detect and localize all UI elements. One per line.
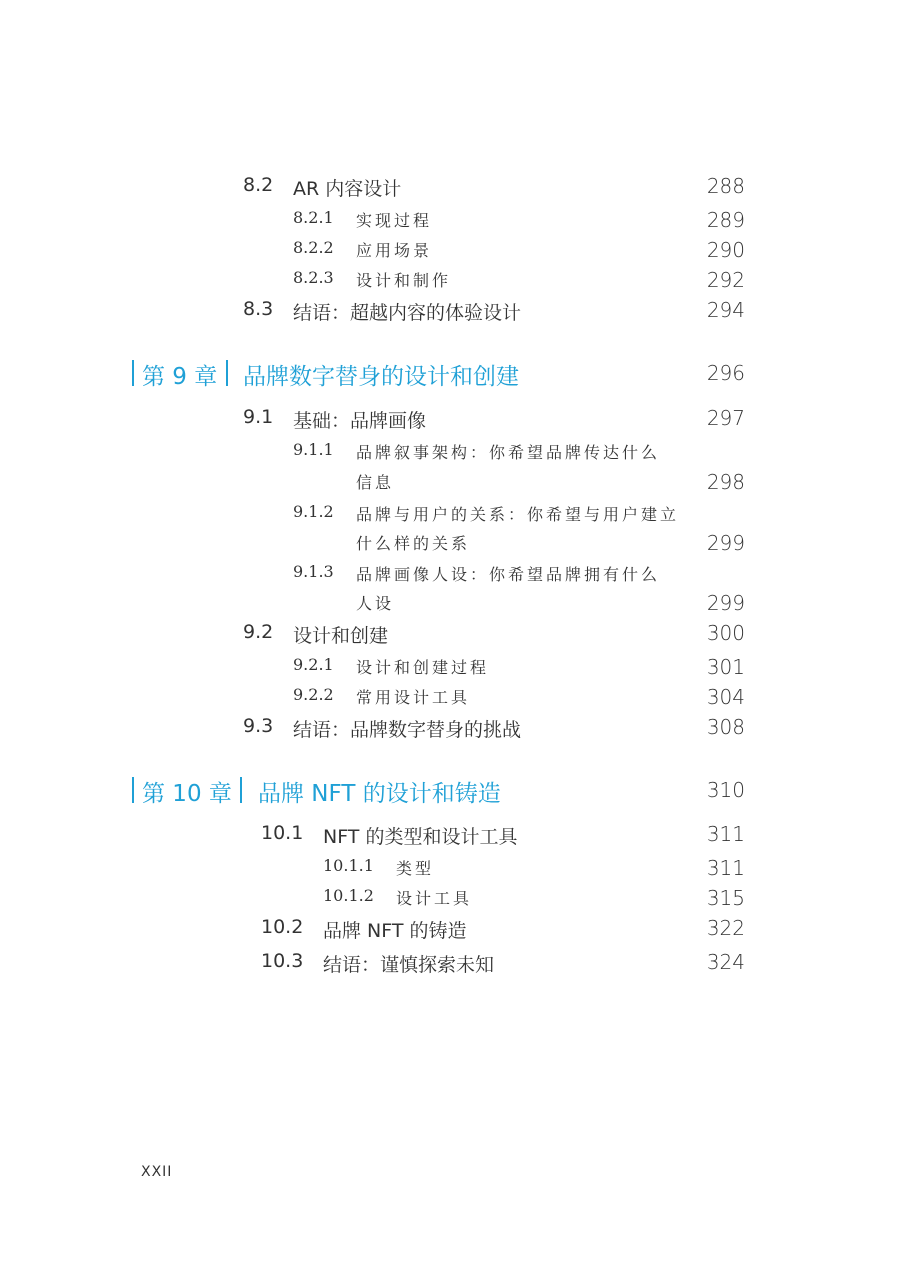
chapter-title: 品牌数字替身的设计和创建 <box>243 364 519 390</box>
entry-number: 10.3 <box>261 950 304 972</box>
entry-title: 类型 <box>396 859 435 878</box>
entry-title: 结语：超越内容的体验设计 <box>293 302 522 324</box>
entry-page: 299 <box>706 531 745 555</box>
chapter-bar-left <box>132 777 134 803</box>
chapter-number: 第 9 章 <box>142 364 218 390</box>
entry-title: 设计和创建过程 <box>356 658 490 677</box>
entry-page: 294 <box>706 298 745 322</box>
entry-title: AR 内容设计 <box>293 178 402 200</box>
entry-title: 结语：谨慎探索未知 <box>323 954 495 976</box>
page-folio: XXII <box>141 1164 173 1180</box>
chapter-bar-right <box>240 777 242 803</box>
entry-page: 298 <box>706 470 745 494</box>
entry-page: 288 <box>706 174 745 198</box>
entry-number: 8.2.3 <box>293 268 334 287</box>
entry-page: 311 <box>706 822 745 846</box>
entry-title: 品牌叙事架构：你希望品牌传达什么 <box>356 443 661 462</box>
entry-page: 289 <box>706 208 745 232</box>
entry-number: 10.1 <box>261 822 304 844</box>
entry-title: 品牌与用户的关系：你希望与用户建立 <box>356 505 680 524</box>
entry-page: 300 <box>706 621 745 645</box>
entry-page: 308 <box>706 715 745 739</box>
entry-title: 品牌画像人设：你希望品牌拥有什么 <box>356 565 661 584</box>
entry-number: 9.1 <box>243 406 274 428</box>
entry-title: 品牌 NFT 的铸造 <box>323 920 467 942</box>
entry-title: 应用场景 <box>356 241 433 260</box>
chapter-bar-right <box>226 360 228 386</box>
entry-number: 8.2 <box>243 174 274 196</box>
entry-page: 324 <box>706 950 745 974</box>
chapter-title: 品牌 NFT 的设计和铸造 <box>258 781 501 807</box>
entry-page: 304 <box>706 685 745 709</box>
entry-title-continued: 什么样的关系 <box>356 534 471 553</box>
entry-page: 311 <box>706 856 745 880</box>
entry-number: 9.2.2 <box>293 685 334 704</box>
entry-title: 常用设计工具 <box>356 688 471 707</box>
entry-number: 8.3 <box>243 298 274 320</box>
entry-page: 310 <box>706 778 745 802</box>
entry-number: 10.2 <box>261 916 304 938</box>
entry-title-continued: 信息 <box>356 473 395 492</box>
entry-number: 9.1.1 <box>293 440 334 459</box>
entry-page: 297 <box>706 406 745 430</box>
entry-title: 结语：品牌数字替身的挑战 <box>293 719 522 741</box>
entry-page: 301 <box>706 655 745 679</box>
entry-number: 9.1.2 <box>293 502 334 521</box>
entry-page: 290 <box>706 238 745 262</box>
entry-number: 9.3 <box>243 715 274 737</box>
entry-page: 315 <box>706 886 745 910</box>
entry-title: 设计和制作 <box>356 271 452 290</box>
entry-title: 设计工具 <box>396 889 473 908</box>
entry-number: 10.1.2 <box>323 886 374 905</box>
entry-title: NFT 的类型和设计工具 <box>323 826 518 848</box>
entry-title-continued: 人设 <box>356 594 395 613</box>
entry-title: 基础：品牌画像 <box>293 410 427 432</box>
entry-number: 9.1.3 <box>293 562 334 581</box>
entry-title: 设计和创建 <box>293 625 389 647</box>
chapter-number: 第 10 章 <box>142 781 232 807</box>
chapter-bar-left <box>132 360 134 386</box>
entry-number: 10.1.1 <box>323 856 374 875</box>
entry-number: 9.2.1 <box>293 655 334 674</box>
entry-number: 8.2.1 <box>293 208 334 227</box>
entry-page: 322 <box>706 916 745 940</box>
entry-page: 296 <box>706 361 745 385</box>
entry-page: 299 <box>706 591 745 615</box>
entry-title: 实现过程 <box>356 211 433 230</box>
entry-page: 292 <box>706 268 745 292</box>
entry-number: 9.2 <box>243 621 274 643</box>
entry-number: 8.2.2 <box>293 238 334 257</box>
